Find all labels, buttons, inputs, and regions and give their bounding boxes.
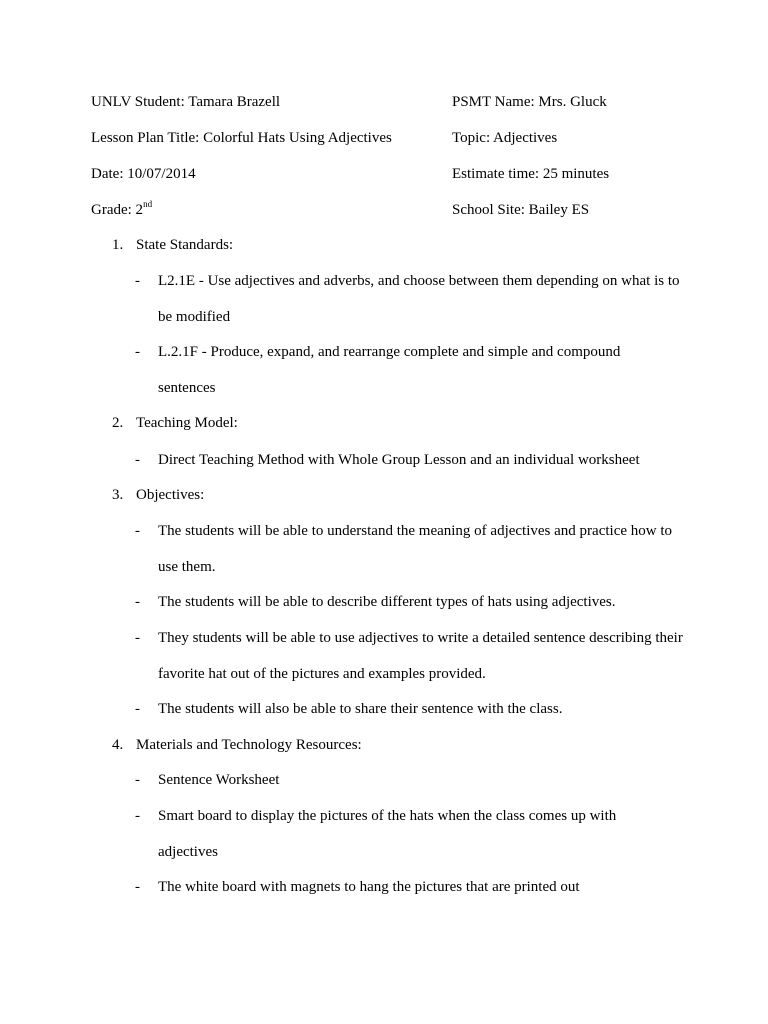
bullet-dash: - [135, 879, 140, 895]
section-title [112, 485, 204, 505]
bullet-dash: - [135, 523, 140, 539]
topic: Topic: Adjectives [452, 130, 558, 146]
section-label: State Standards: [136, 237, 234, 253]
list-item-text: They students will be able to use adjectives to write a detailed sentence describing their favorite hat out of the pictures and examples provided. [158, 630, 683, 682]
list-item-text: L2.1E - Use adjectives and adverbs, and choose between them depending on what is to be modified [158, 273, 680, 325]
bullet-dash: - [135, 701, 140, 717]
lesson-plan-title: Lesson Plan Title: Colorful Hats Using Adjectives [91, 130, 392, 146]
header-row-date [91, 164, 691, 184]
list-item-text: The students will be able to understand the meaning of adjectives and practice how to use them. [158, 523, 673, 575]
bullet-dash: - [135, 273, 140, 289]
bullet-dash: - [135, 344, 140, 360]
section-title [112, 735, 362, 755]
section-label: Materials and Technology Resources: [136, 737, 362, 753]
section-title [112, 235, 233, 255]
section-number: 2. [112, 415, 124, 431]
section-number: 4. [112, 737, 124, 753]
list-item-text: Sentence Worksheet [158, 772, 280, 788]
section-label: Teaching Model: [136, 415, 238, 431]
school-site: School Site: Bailey ES [452, 202, 590, 218]
date: Date: 10/07/2014 [91, 166, 196, 182]
section-label: Objectives: [136, 487, 205, 503]
header-row-student [91, 92, 691, 112]
header-row-title [91, 128, 691, 148]
bullet-dash: - [135, 452, 140, 468]
header-row-grade [91, 200, 691, 220]
list-item-text: Smart board to display the pictures of the hats when the class comes up with adjectives [158, 808, 617, 860]
list-item-text: Direct Teaching Method with Whole Group Lesson and an individual worksheet [158, 452, 640, 468]
section-title [112, 413, 238, 433]
bullet-dash: - [135, 772, 140, 788]
bullet-dash: - [135, 594, 140, 610]
section-number: 1. [112, 237, 124, 253]
bullet-dash: - [135, 808, 140, 824]
grade-suffix: nd [143, 199, 153, 209]
grade [91, 200, 152, 220]
list-item-text: The students will be able to describe different types of hats using adjectives. [158, 594, 616, 610]
section-number: 3. [112, 487, 124, 503]
list-item-text: L.2.1F - Produce, expand, and rearrange complete and simple and compound sentences [158, 344, 621, 396]
list-item-text: The white board with magnets to hang the pictures that are printed out [158, 879, 580, 895]
grade-label: Grade: 2 [91, 202, 144, 218]
bullet-dash: - [135, 630, 140, 646]
list-item-text: The students will also be able to share their sentence with the class. [158, 701, 563, 717]
student-name: UNLV Student: Tamara Brazell [91, 94, 281, 110]
psmt-name: PSMT Name: Mrs. Gluck [452, 94, 607, 110]
estimate-time: Estimate time: 25 minutes [452, 166, 610, 182]
